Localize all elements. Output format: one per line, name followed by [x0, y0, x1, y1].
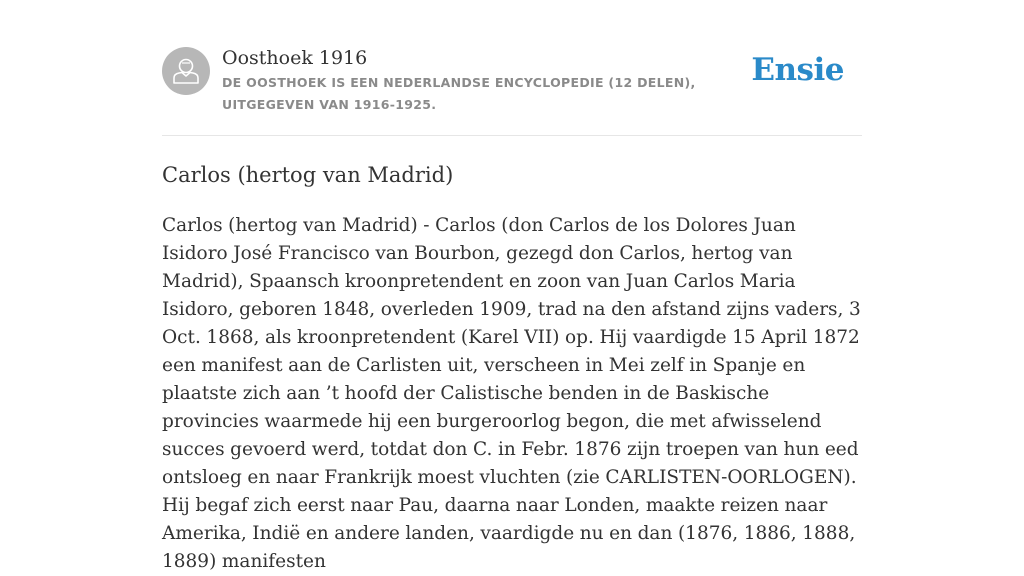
source-header [162, 46, 862, 116]
article-title: Carlos (hertog van Madrid) [162, 163, 454, 187]
user-icon [162, 47, 210, 95]
brand-logo[interactable]: Ensie [751, 52, 844, 88]
source-title[interactable]: Oosthoek 1916 [222, 47, 368, 69]
article-body: Carlos (hertog van Madrid) - Carlos (don Carlos de los Dolores Juan Isidoro José Francisco van Bourbon, gezegd don Carlos, hertog van Madrid), Spaansch kroonpretendent en zoon van Juan Carlos Maria Isidoro, geboren 1848, overleden 1909, trad na den afstand zijns vaders, 3 Oct. 1868, als kroonpretendent (Karel VII) op. Hij vaardigde 15 April 1872 een manifest aan de Carlisten uit, verscheen in Mei zelf in Spanje en plaatste zich aan ’t hoofd der Calistische benden in de Baskische provincies waarmede hij een burgeroorlog begon, die met afwisselend succes gevoerd werd, totdat don C. in Febr. 1876 zijn troepen van hun eed ontsloeg en naar Frankrijk moest vluchten (zie CARLISTEN-OORLOGEN). Hij begaf zich eerst naar Pau, daarna naar Londen, maakte reizen naar Amerika, Indië en andere landen, vaardigde nu en dan (1876, 1886, 1888, 1889) manifesten [162, 215, 861, 572]
source-description: DE OOSTHOEK IS EEN NEDERLANDSE ENCYCLOPEDIE (12 DELEN), UITGEGEVEN VAN 1916-1925. [222, 75, 696, 112]
avatar[interactable] [162, 47, 210, 95]
divider [162, 135, 862, 136]
